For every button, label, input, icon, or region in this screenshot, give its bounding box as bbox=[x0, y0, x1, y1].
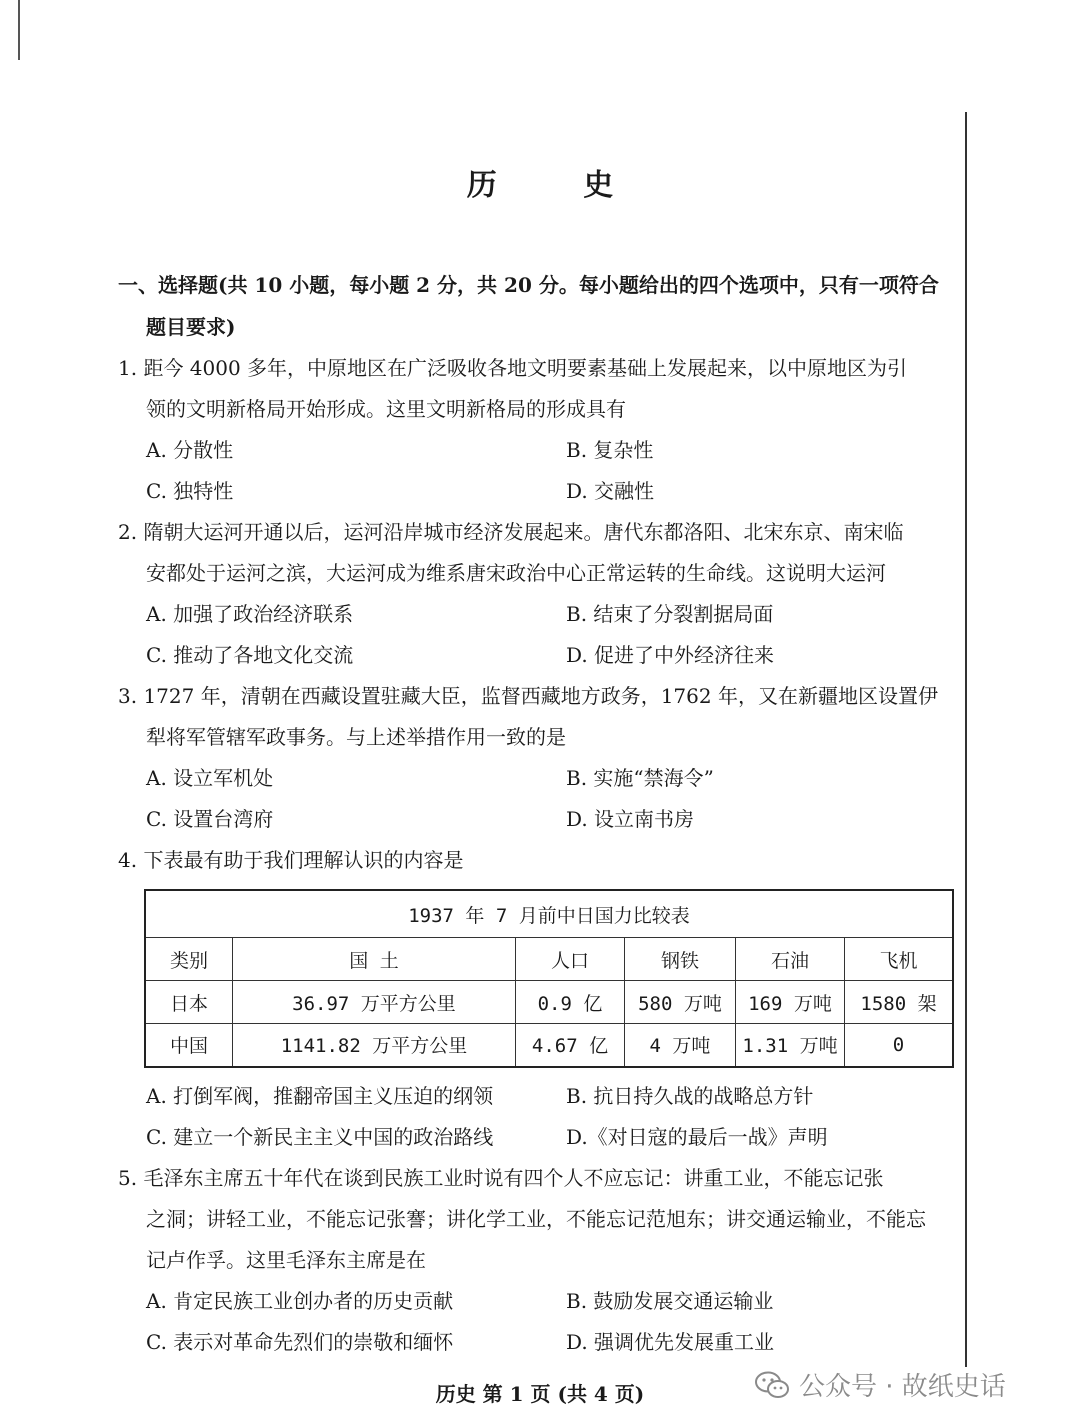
table-row bbox=[145, 981, 953, 1024]
table-cell: 4 万吨 bbox=[625, 1024, 736, 1067]
page-title: 历 史 bbox=[466, 168, 652, 203]
watermark bbox=[755, 1366, 1006, 1403]
q5-option-b: B. 鼓励发展交通运输业 bbox=[566, 1289, 774, 1313]
table-caption: 1937 年 7 月前中日国力比较表 bbox=[145, 890, 953, 938]
table-cell: 0.9 亿 bbox=[516, 981, 625, 1024]
q2-option-d: D. 促进了中外经济往来 bbox=[566, 643, 775, 667]
table-cell: 4.67 亿 bbox=[516, 1024, 625, 1067]
q5-option-a: A. 肯定民族工业创办者的历史贡献 bbox=[146, 1289, 454, 1313]
table-cell: 580 万吨 bbox=[625, 981, 736, 1024]
q1-stem-cont: 领的文明新格局开始形成。这里文明新格局的形成具有 bbox=[146, 397, 626, 421]
comparison-table bbox=[144, 889, 954, 1068]
table-header: 类别 bbox=[145, 938, 233, 981]
q3-stem-cont: 犁将军管辖军政事务。与上述举措作用一致的是 bbox=[146, 725, 566, 749]
watermark-text: 公众号 · 故纸史话 bbox=[799, 1372, 1006, 1402]
q3-stem: 3. 1727 年，清朝在西藏设置驻藏大臣，监督西藏地方政务，1762 年，又在新疆地区设置伊 bbox=[118, 684, 938, 708]
margin-rule bbox=[965, 112, 967, 1367]
table-header: 人口 bbox=[516, 938, 625, 981]
q3-option-a: A. 设立军机处 bbox=[146, 766, 274, 790]
table-header: 石油 bbox=[736, 938, 845, 981]
q5-stem: 5. 毛泽东主席五十年代在谈到民族工业时说有四个人不应忘记：讲重工业，不能忘记张 bbox=[118, 1166, 884, 1190]
page-edge-line bbox=[18, 0, 20, 60]
q5-stem-cont2: 记卢作孚。这里毛泽东主席是在 bbox=[146, 1248, 426, 1272]
q5-option-d: D. 强调优先发展重工业 bbox=[566, 1330, 775, 1354]
table-row bbox=[145, 1024, 953, 1067]
q2-stem-cont: 安都处于运河之滨，大运河成为维系唐宋政治中心正常运转的生命线。这说明大运河 bbox=[146, 561, 886, 585]
table-cell: 中国 bbox=[145, 1024, 233, 1067]
table-cell: 1580 架 bbox=[845, 981, 954, 1024]
table-header-row bbox=[145, 938, 953, 981]
table-header: 钢铁 bbox=[625, 938, 736, 981]
q1-option-a: A. 分散性 bbox=[146, 438, 234, 462]
q4-option-a: A. 打倒军阀，推翻帝国主义压迫的纲领 bbox=[146, 1084, 494, 1108]
q2-option-b: B. 结束了分裂割据局面 bbox=[566, 602, 774, 626]
q1-option-b: B. 复杂性 bbox=[566, 438, 654, 462]
table-cell: 1141.82 万平方公里 bbox=[233, 1024, 516, 1067]
q3-option-c: C. 设置台湾府 bbox=[146, 807, 274, 831]
wechat-icon bbox=[755, 1371, 789, 1399]
q5-stem-cont: 之洞；讲轻工业，不能忘记张謇；讲化学工业，不能忘记范旭东；讲交通运输业，不能忘 bbox=[146, 1207, 926, 1231]
table-cell: 日本 bbox=[145, 981, 233, 1024]
table-cell: 36.97 万平方公里 bbox=[233, 981, 516, 1024]
q1-option-d: D. 交融性 bbox=[566, 479, 655, 503]
q3-option-b: B. 实施“禁海令” bbox=[566, 766, 714, 790]
q3-option-d: D. 设立南书房 bbox=[566, 807, 695, 831]
q4-option-b: B. 抗日持久战的战略总方针 bbox=[566, 1084, 814, 1108]
table-cell: 0 bbox=[845, 1024, 954, 1067]
q4-option-d: D.《对日寇的最后一战》声明 bbox=[566, 1125, 828, 1149]
q5-option-c: C. 表示对革命先烈们的崇敬和缅怀 bbox=[146, 1330, 454, 1354]
page-footer: 历史 第 1 页 (共 4 页) bbox=[435, 1382, 645, 1406]
q2-option-c: C. 推动了各地文化交流 bbox=[146, 643, 354, 667]
q4-option-c: C. 建立一个新民主主义中国的政治路线 bbox=[146, 1125, 494, 1149]
q1-option-c: C. 独特性 bbox=[146, 479, 234, 503]
table-header: 国 土 bbox=[233, 938, 516, 981]
section-heading-cont: 题目要求) bbox=[146, 315, 236, 339]
q4-stem: 4. 下表最有助于我们理解认识的内容是 bbox=[118, 848, 464, 872]
table-cell: 1.31 万吨 bbox=[736, 1024, 845, 1067]
table-cell: 169 万吨 bbox=[736, 981, 845, 1024]
section-heading: 一、选择题(共 10 小题，每小题 2 分，共 20 分。每小题给出的四个选项中，只有一项符合 bbox=[118, 273, 939, 297]
q2-stem: 2. 隋朝大运河开通以后，运河沿岸城市经济发展起来。唐代东都洛阳、北宋东京、南宋临 bbox=[118, 520, 904, 544]
q1-stem: 1. 距今 4000 多年，中原地区在广泛吸收各地文明要素基础上发展起来，以中原地区为引 bbox=[118, 356, 908, 380]
q2-option-a: A. 加强了政治经济联系 bbox=[146, 602, 354, 626]
table-header: 飞机 bbox=[845, 938, 954, 981]
